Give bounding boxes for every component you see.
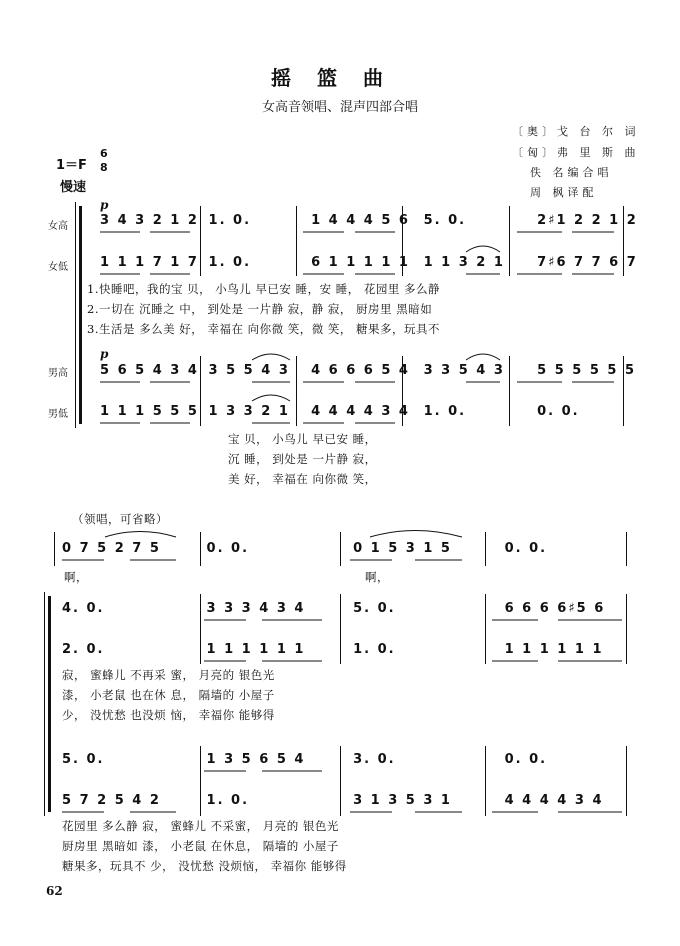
measure: 1. 0. (353, 642, 396, 657)
measure: 0. 0. (504, 752, 548, 767)
song-title: 摇篮曲 (271, 66, 409, 90)
measure: 0. 0. (504, 541, 548, 556)
measure: 1. 0. (206, 793, 250, 808)
measure: 1 1 3 2 1 (423, 255, 505, 270)
men-lyrics-verse-3: 美 好， 幸福在 向你微 笑， (228, 472, 377, 486)
measure: 2♯1 2 2 1 2 (537, 213, 638, 228)
song-subtitle: 女高音领唱、混声四部合唱 (261, 100, 418, 115)
verse-2-lyrics: 2.一切在 沉睡之 中， 到处是 一片静 寂，静 寂， 厨房里 黑暗如 (87, 302, 433, 316)
dynamic-soprano: p (100, 198, 109, 212)
measure: 1 1 1 1 1 1 (206, 642, 306, 657)
women-lyrics-verse-3: 少， 没忧愁 也没烦 恼， 幸福你 能够得 (62, 708, 275, 722)
measure: 1 1 1 7 1 7 (100, 255, 199, 270)
measure: 5. 0. (353, 601, 396, 616)
composer-credit: 〔匈〕弗 里 斯 曲 (512, 146, 640, 159)
measure: 1 1 1 5 5 5 (100, 404, 199, 419)
measure: 4 4 4 4 3 4 (504, 793, 604, 808)
measure: 4 6 6 6 5 4 (311, 363, 410, 378)
measure: 3 4 3 2 1 2 (100, 213, 199, 228)
arranger-credit: 佚 名编合唱 (530, 166, 613, 179)
measure: 0. 0. (537, 404, 580, 419)
measure: 1 4 4 4 5 6 (311, 213, 410, 228)
tempo-marking: 慢速 (60, 180, 87, 195)
measure: 3. 0. (353, 752, 396, 767)
measure: 0 1 5 3 1 5 (353, 541, 452, 556)
measure: 0 7 5 2 7 5 (62, 541, 161, 556)
women-lyrics-verse-2: 漆， 小老鼠 也在休 息， 隔墙的 小屋子 (62, 688, 275, 702)
men-lyrics-2-verse-2: 厨房里 黑暗如 漆， 小老鼠 在休息， 隔墙的 小屋子 (62, 839, 339, 853)
measure: 1. 0. (208, 213, 252, 228)
measure: 3 3 5 4 3 (423, 363, 505, 378)
measure: 4. 0. (62, 601, 105, 616)
women-lyrics-verse-1: 寂， 蜜蜂儿 不再采 蜜， 月亮的 银色光 (62, 668, 275, 682)
measure: 1 1 1 1 1 1 (504, 642, 604, 657)
measure: 6 6 6 6♯5 6 (504, 601, 606, 616)
measure: 5 5 5 5 5 5 (537, 363, 637, 378)
measure: 0. 0. (206, 541, 250, 556)
measure: 5. 0. (62, 752, 105, 767)
key-signature: 1＝F (56, 158, 87, 173)
men-lyrics-2-verse-1: 花园里 多么静 寂， 蜜蜂儿 不采蜜， 月亮的 银色光 (62, 819, 339, 833)
measure: 1 3 5 6 5 4 (206, 752, 306, 767)
men-lyrics-2-verse-3: 糖果多，玩具不 少， 没忧愁 没烦恼， 幸福你 能够得 (62, 859, 347, 873)
measure: 5. 0. (423, 213, 467, 228)
part-label-tenor: 男高 (48, 368, 68, 379)
measure: 3 5 5 4 3 (208, 363, 290, 378)
lyricist-credit: 〔奥〕戈 台 尔 词 (512, 125, 640, 138)
part-label-bass: 男低 (48, 409, 68, 420)
part-label-alto: 女低 (48, 262, 68, 273)
measure: 7♯6 7 7 6 7 (537, 255, 638, 270)
time-signature-top: 6 (100, 147, 108, 160)
measure: 1. 0. (208, 255, 252, 270)
measure: 5 7 2 5 4 2 (62, 793, 161, 808)
time-signature-bottom: 8 (100, 161, 108, 174)
solo-lyric-1: 啊， (64, 570, 88, 584)
verse-3-lyrics: 3.生活是 多么美 好， 幸福在 向你微 笑，微 笑， 糖果多，玩具不 (87, 322, 441, 336)
measure: 1 3 3 2 1 (208, 404, 290, 419)
page-number: 62 (46, 884, 63, 898)
measure: 6 1 1 1 1 1 (311, 255, 410, 270)
dynamic-tenor: p (100, 347, 109, 361)
measure: 3 1 3 5 3 1 (353, 793, 452, 808)
measure: 3 3 3 4 3 4 (206, 601, 306, 616)
measure: 4 4 4 4 3 4 (311, 404, 410, 419)
measure: 2. 0. (62, 642, 105, 657)
solo-lyric-2: 啊， (365, 570, 389, 584)
men-lyrics-verse-2: 沉 睡， 到处是 一片静 寂， (228, 452, 377, 466)
translator-credit: 周 枫译配 (530, 186, 598, 199)
verse-1-lyrics: 1.快睡吧，我的宝 贝， 小鸟儿 早已安 睡，安 睡， 花园里 多么静 (87, 282, 441, 296)
measure: 1. 0. (423, 404, 467, 419)
part-label-soprano: 女高 (48, 221, 68, 232)
measure: 5 6 5 4 3 4 (100, 363, 199, 378)
men-lyrics-verse-1: 宝 贝， 小鸟儿 早已安 睡， (228, 432, 377, 446)
solo-note: （领唱，可省略） (72, 512, 168, 526)
